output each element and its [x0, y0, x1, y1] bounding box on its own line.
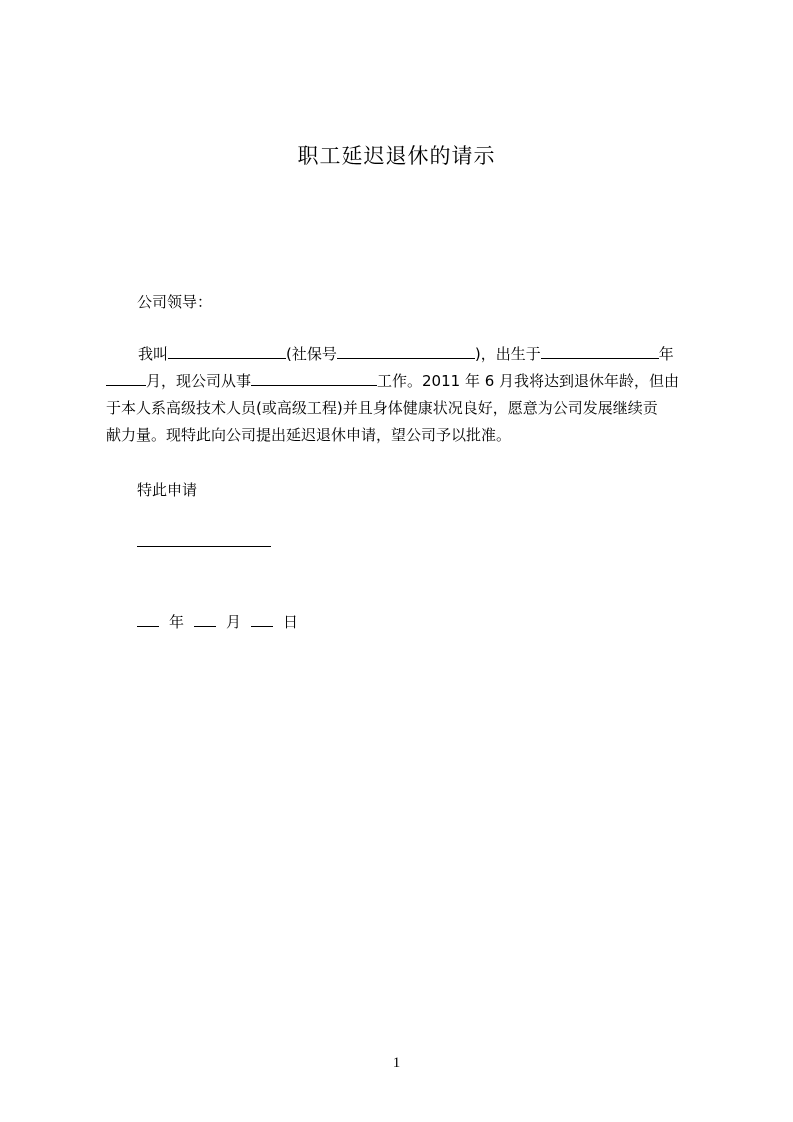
social-security-blank [337, 344, 475, 359]
body-text-social-security-prefix: (社保号 [286, 345, 337, 363]
body-line-4: 献力量。现特此向公司提出延迟退休申请，望公司予以批准。 [106, 426, 512, 444]
date-day-blank [251, 612, 273, 627]
date-year-label: 年 [169, 613, 185, 631]
date-month-blank [194, 612, 216, 627]
occupation-blank [251, 371, 377, 386]
body-line-1 [106, 341, 698, 368]
body-text-name-prefix: 我叫 [138, 345, 169, 363]
greeting-text: 公司领导： [137, 293, 213, 311]
body-text-retirement: 工作。2011 年 6 月我将达到退休年龄，但由 [377, 372, 680, 390]
page-number: 1 [392, 1055, 401, 1071]
document-title: 职工延迟退休的请示 [297, 144, 496, 168]
birth-month-blank [106, 371, 146, 386]
date-year-blank [137, 612, 159, 627]
body-text-year-unit: 年 [658, 345, 674, 363]
date-line [137, 611, 298, 632]
date-month-label: 月 [226, 613, 242, 631]
date-day-label: 日 [283, 613, 299, 631]
body-text-occupation-prefix: 月，现公司从事 [146, 372, 252, 390]
birth-year-blank [541, 344, 659, 359]
body-line-2 [106, 368, 698, 395]
signature-blank [137, 546, 271, 547]
body-text-birth-prefix: )，出生于 [474, 345, 541, 363]
body-paragraph [106, 341, 698, 449]
body-line-3: 于本人系高级技术人员(或高级工程)并且身体健康状况良好，愿意为公司发展继续贡 [106, 399, 658, 417]
name-blank [168, 344, 286, 359]
closing-text: 特此申请 [137, 481, 198, 499]
